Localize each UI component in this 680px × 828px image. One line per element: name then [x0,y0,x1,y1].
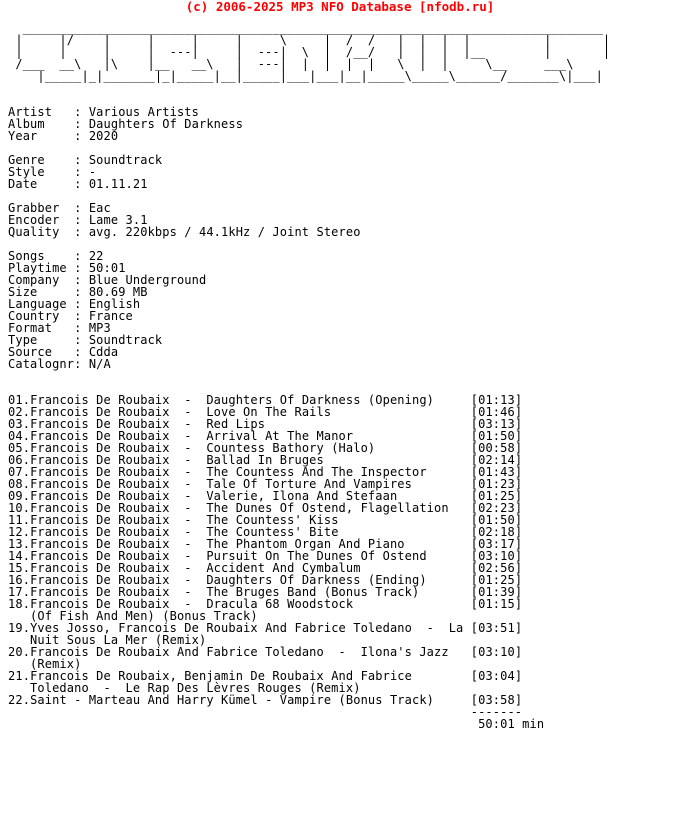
track-duration: [00:58] [470,441,523,455]
meta-row: Artist : Various Artists [8,105,199,119]
track-duration: [03:10] [470,645,523,659]
meta-row: Country : France [8,309,133,323]
track-number: 18 [8,597,23,611]
track-row: 16.Francois De Roubaix - Daughters Of Darkness (Ending) [01:25] [8,573,523,587]
site-header: (c) 2006-2025 MP3 NFO Database [nfodb.ru] [185,0,495,14]
spacer [8,370,610,382]
track-title: Saint - Marteau And Harry Kümel - Vampire (Bonus Track) [30,693,435,707]
track-row: 19.Yves Josso, Francois De Roubaix And Fabrice Toledano - La [03:51] [8,621,523,635]
spacer [8,82,610,94]
track-duration: [03:51] [470,621,523,635]
meta-row: Format : MP3 [8,321,111,335]
track-title: Francois De Roubaix - Accident And Cymbalum [30,561,361,575]
track-title: Francois De Roubaix - Daughters Of Darkness (Ending) [30,573,427,587]
track-title: Francois De Roubaix - Tale Of Torture And Vampires [30,477,412,491]
meta-row: Size : 80.69 MB [8,285,148,299]
ascii-logo-line: _______________________________________________________________________________ [8,21,603,35]
track-duration: [03:04] [470,669,523,683]
meta-row: Year : 2020 [8,129,119,143]
track-title-wrap: (Of Fish And Men) (Bonus Track) [30,609,258,623]
track-title: Francois De Roubaix - The Dunes Of Ostend, Flagellation [30,501,449,515]
ascii-logo-line: /___ __\ |\ |__ __\ | ---| | | | | \ | | \__ ___\ [8,57,574,71]
track-duration: [01:50] [470,513,523,527]
track-row: 10.Francois De Roubaix - The Dunes Of Ostend, Flagellation [02:23] [8,501,523,515]
track-title: Francois De Roubaix - The Countess' Kiss [30,513,339,527]
meta-label: Grabber [8,201,75,215]
track-number: 17 [8,585,23,599]
meta-row: Company : Blue Underground [8,273,207,287]
track-title: Francois De Roubaix - The Countess' Bite [30,525,339,539]
meta-value: English [88,297,141,311]
meta-label: Country [8,309,75,323]
track-duration: [01:46] [470,405,523,419]
track-title: Francois De Roubaix - The Bruges Band (Bonus Track) [30,585,420,599]
track-row: 18.Francois De Roubaix - Dracula 68 Woodstock [01:15] [8,597,523,611]
track-number: 13 [8,537,23,551]
meta-value: Eac [88,201,111,215]
meta-value: Soundtrack [88,153,163,167]
track-title: Francois De Roubaix - Dracula 68 Woodstock [30,597,354,611]
meta-value: 01.11.21 [88,177,148,191]
track-number: 16 [8,573,23,587]
track-duration: [01:25] [470,489,523,503]
track-row: 08.Francois De Roubaix - Tale Of Torture And Vampires [01:23] [8,477,523,491]
meta-row: Catalognr: N/A [8,357,111,371]
track-row: 06.Francois De Roubaix - Ballad In Bruges [02:14] [8,453,523,467]
track-row: 07.Francois De Roubaix - The Countess And The Inspector [01:43] [8,465,523,479]
track-number: 08 [8,477,23,491]
meta-row: Style : - [8,165,97,179]
track-row: 12.Francois De Roubaix - The Countess' Bite [02:18] [8,525,523,539]
track-row: 22.Saint - Marteau And Harry Kümel - Vampire (Bonus Track) [03:58] [8,693,523,707]
track-duration: [02:23] [470,501,523,515]
meta-label: Language [8,297,75,311]
meta-row: Source : Cdda [8,345,119,359]
meta-row: Songs : 22 [8,249,104,263]
track-duration: [03:10] [470,549,523,563]
track-title: Francois De Roubaix - Red Lips [30,417,266,431]
track-duration: [01:43] [470,465,523,479]
track-title: Yves Josso, Francois De Roubaix And Fabrice Toledano - La [30,621,464,635]
meta-label: Style [8,165,75,179]
meta-value: 80.69 MB [88,285,148,299]
ascii-logo-line: |_____|_|_______|_|_____|__|_____|___|___|__|_____\_____\______/_______\|___| [8,69,603,83]
meta-label: Encoder [8,213,75,227]
meta-row: Date : 01.11.21 [8,177,148,191]
track-number: 03 [8,417,23,431]
track-row: 03.Francois De Roubaix - Red Lips [03:13] [8,417,523,431]
meta-row: Encoder : Lame 3.1 [8,213,148,227]
track-title: Francois De Roubaix - Arrival At The Manor [30,429,354,443]
meta-label: Catalognr [8,357,75,371]
track-number: 01 [8,393,23,407]
meta-label: Quality [8,225,75,239]
meta-label: Songs [8,249,75,263]
meta-label: Company [8,273,75,287]
track-duration: [03:58] [470,693,523,707]
track-title: Francois De Roubaix And Fabrice Toledano - Ilona's Jazz [30,645,449,659]
track-row: 01.Francois De Roubaix - Daughters Of Darkness (Opening) [01:13] [8,393,523,407]
track-duration: [01:15] [470,597,523,611]
track-title: Francois De Roubaix - Ballad In Bruges [30,453,324,467]
meta-row: Album : Daughters Of Darkness [8,117,244,131]
meta-value: France [88,309,133,323]
nfo-document [8,22,610,730]
meta-value: Cdda [88,345,119,359]
meta-row: Genre : Soundtrack [8,153,163,167]
meta-value: avg. 220kbps / 44.1kHz / Joint Stereo [88,225,361,239]
meta-value: - [88,165,97,179]
meta-label: Year [8,129,75,143]
total-playtime: 50:01 min [478,717,545,731]
track-row: 20.Francois De Roubaix And Fabrice Toledano - Ilona's Jazz [03:10] [8,645,523,659]
track-row: 17.Francois De Roubaix - The Bruges Band (Bonus Track) [01:39] [8,585,523,599]
track-title: Francois De Roubaix - Valerie, Ilona And Stefaan [30,489,398,503]
track-row: 04.Francois De Roubaix - Arrival At The Manor [01:50] [8,429,523,443]
track-number: 09 [8,489,23,503]
meta-value: 2020 [88,129,119,143]
meta-row: Type : Soundtrack [8,333,163,347]
track-title-wrap: Nuit Sous La Mer (Remix) [30,633,207,647]
meta-label: Genre [8,153,75,167]
track-row: 14.Francois De Roubaix - Pursuit On The Dunes Of Ostend [03:10] [8,549,523,563]
meta-label: Album [8,117,75,131]
track-duration: [02:56] [470,561,523,575]
meta-value: Lame 3.1 [88,213,148,227]
track-title: Francois De Roubaix, Benjamin De Roubaix And Fabrice [30,669,412,683]
track-number: 07 [8,465,23,479]
ascii-logo [8,22,610,82]
track-title-wrap: (Remix) [30,657,82,671]
track-title: Francois De Roubaix - The Phantom Organ And Piano [30,537,405,551]
track-row: 13.Francois De Roubaix - The Phantom Organ And Piano [03:17] [8,537,523,551]
track-duration: [03:17] [470,537,523,551]
track-duration: [01:39] [470,585,523,599]
meta-value: 50:01 [88,261,126,275]
track-title: Francois De Roubaix - Daughters Of Darkness (Opening) [30,393,435,407]
track-duration: [01:23] [470,477,523,491]
meta-row: Grabber : Eac [8,201,111,215]
meta-label: Size [8,285,75,299]
ascii-logo-line: | | | | ---| | ---| \ | /__/ | | | |__ | | [8,45,611,59]
meta-row: Quality : avg. 220kbps / 44.1kHz / Joint Stereo [8,225,361,239]
track-number: 05 [8,441,23,455]
track-number: 12 [8,525,23,539]
meta-value: N/A [88,357,111,371]
divider-line: ------- [470,705,523,719]
track-row: 11.Francois De Roubaix - The Countess' Kiss [01:50] [8,513,523,527]
meta-value: Various Artists [88,105,199,119]
track-number: 22 [8,693,23,707]
track-title: Francois De Roubaix - Countess Bathory (Halo) [30,441,376,455]
track-duration: [02:18] [470,525,523,539]
meta-value: Soundtrack [88,333,163,347]
meta-label: Source [8,345,75,359]
track-number: 14 [8,549,23,563]
meta-label: Format [8,321,75,335]
track-number: 20 [8,645,23,659]
track-duration: [02:14] [470,453,523,467]
track-title: Francois De Roubaix - Love On The Rails [30,405,332,419]
track-title: Francois De Roubaix - Pursuit On The Dunes Of Ostend [30,549,427,563]
track-duration: [01:13] [470,393,523,407]
track-title: Francois De Roubaix - The Countess And The Inspector [30,465,427,479]
track-row: 21.Francois De Roubaix, Benjamin De Roubaix And Fabrice [03:04] [8,669,523,683]
meta-label: Artist [8,105,75,119]
meta-label: Type [8,333,75,347]
track-row: 02.Francois De Roubaix - Love On The Rails [01:46] [8,405,523,419]
meta-value: 22 [88,249,104,263]
track-number: 02 [8,405,23,419]
track-number: 04 [8,429,23,443]
meta-label: Date [8,177,75,191]
meta-value: Daughters Of Darkness [88,117,244,131]
track-duration: [03:13] [470,417,523,431]
meta-value: MP3 [88,321,111,335]
meta-label: Playtime [8,261,75,275]
track-duration: [01:50] [470,429,523,443]
track-number: 10 [8,501,23,515]
meta-value: Blue Underground [88,273,207,287]
track-title-wrap: Toledano - Le Rap Des Lèvres Rouges (Remix) [30,681,361,695]
metadata-section [8,106,610,370]
meta-row: Playtime : 50:01 [8,261,126,275]
track-row: 09.Francois De Roubaix - Valerie, Ilona And Stefaan [01:25] [8,489,523,503]
meta-row: Language : English [8,297,141,311]
track-duration: [01:25] [470,573,523,587]
track-number: 19 [8,621,23,635]
tracklist [8,394,610,730]
track-row: 05.Francois De Roubaix - Countess Bathory (Halo) [00:58] [8,441,523,455]
track-number: 06 [8,453,23,467]
track-row: 15.Francois De Roubaix - Accident And Cymbalum [02:56] [8,561,523,575]
track-number: 15 [8,561,23,575]
track-number: 11 [8,513,23,527]
ascii-logo-line: | |/ | | | | \ | / / | | | | | | [8,33,611,47]
track-number: 21 [8,669,23,683]
total-playtime-row [8,718,610,730]
